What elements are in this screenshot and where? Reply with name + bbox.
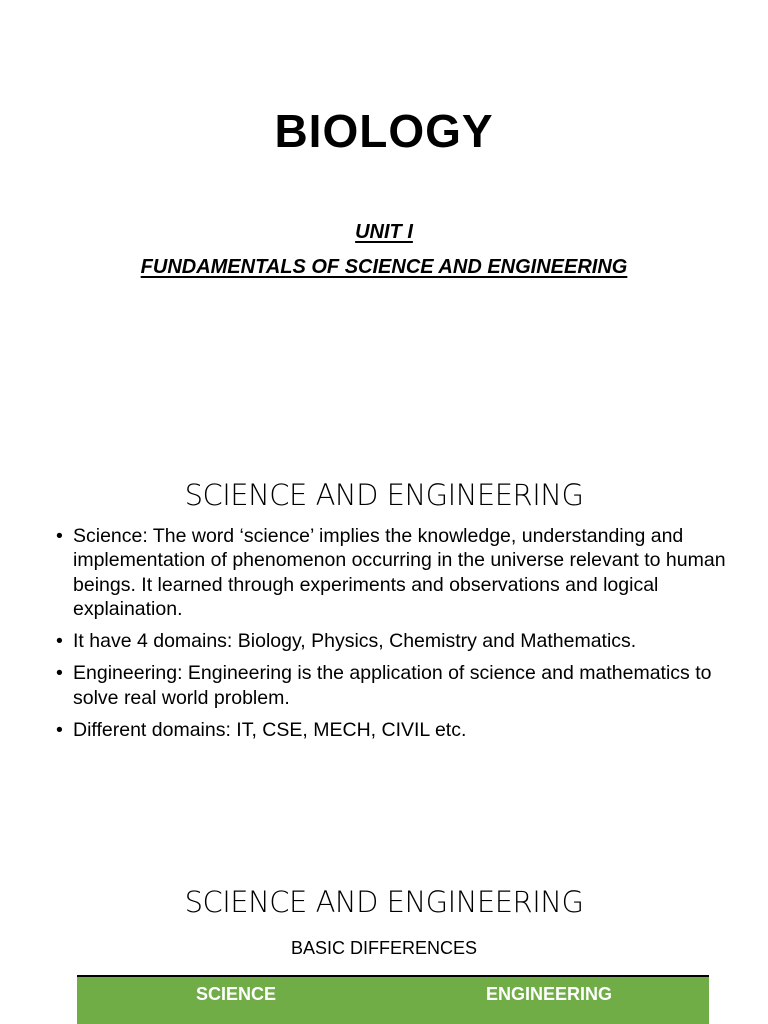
bullet-icon: •	[56, 525, 63, 547]
main-title: BIOLOGY	[274, 105, 494, 157]
science-engineering-slide	[0, 430, 768, 830]
list-item	[56, 718, 726, 742]
bullet-icon: •	[56, 630, 63, 653]
slide-subheading: BASIC DIFFERENCES	[290, 938, 478, 958]
bullet-text: Engineering: Engineering is the application of science and mathematics to solve real world problem.	[73, 662, 712, 709]
slide-heading: SCIENCE AND ENGINEERING	[184, 885, 584, 919]
comparison-table-header	[77, 975, 709, 1024]
column-header-science: SCIENCE	[196, 984, 277, 1004]
bullet-icon: •	[56, 719, 63, 742]
unit-subtitle	[0, 254, 768, 280]
bullet-text: It have 4 domains: Biology, Physics, Chemistry and Mathematics.	[73, 630, 637, 653]
slide-heading: SCIENCE AND ENGINEERING	[184, 478, 584, 512]
bullet-icon: •	[56, 662, 63, 685]
unit-label	[0, 219, 768, 245]
column-header-engineering: ENGINEERING	[486, 984, 613, 1004]
bullet-text: Science: The word ‘science’ implies the knowledge, understanding and implementation of phenomenon occurring in the universe relevant to human beings. It learned through experiments and observations and logical explaination.	[73, 525, 726, 620]
list-item	[56, 661, 726, 710]
basic-differences-slide	[0, 830, 768, 1024]
bullet-text: Different domains: IT, CSE, MECH, CIVIL etc.	[73, 719, 467, 742]
unit-label-text: UNIT I	[355, 221, 413, 243]
title-slide	[0, 0, 768, 430]
unit-subtitle-text: FUNDAMENTALS OF SCIENCE AND ENGINEERING	[140, 256, 628, 278]
list-item	[56, 524, 726, 621]
bullet-list	[56, 524, 726, 750]
list-item	[56, 629, 726, 653]
